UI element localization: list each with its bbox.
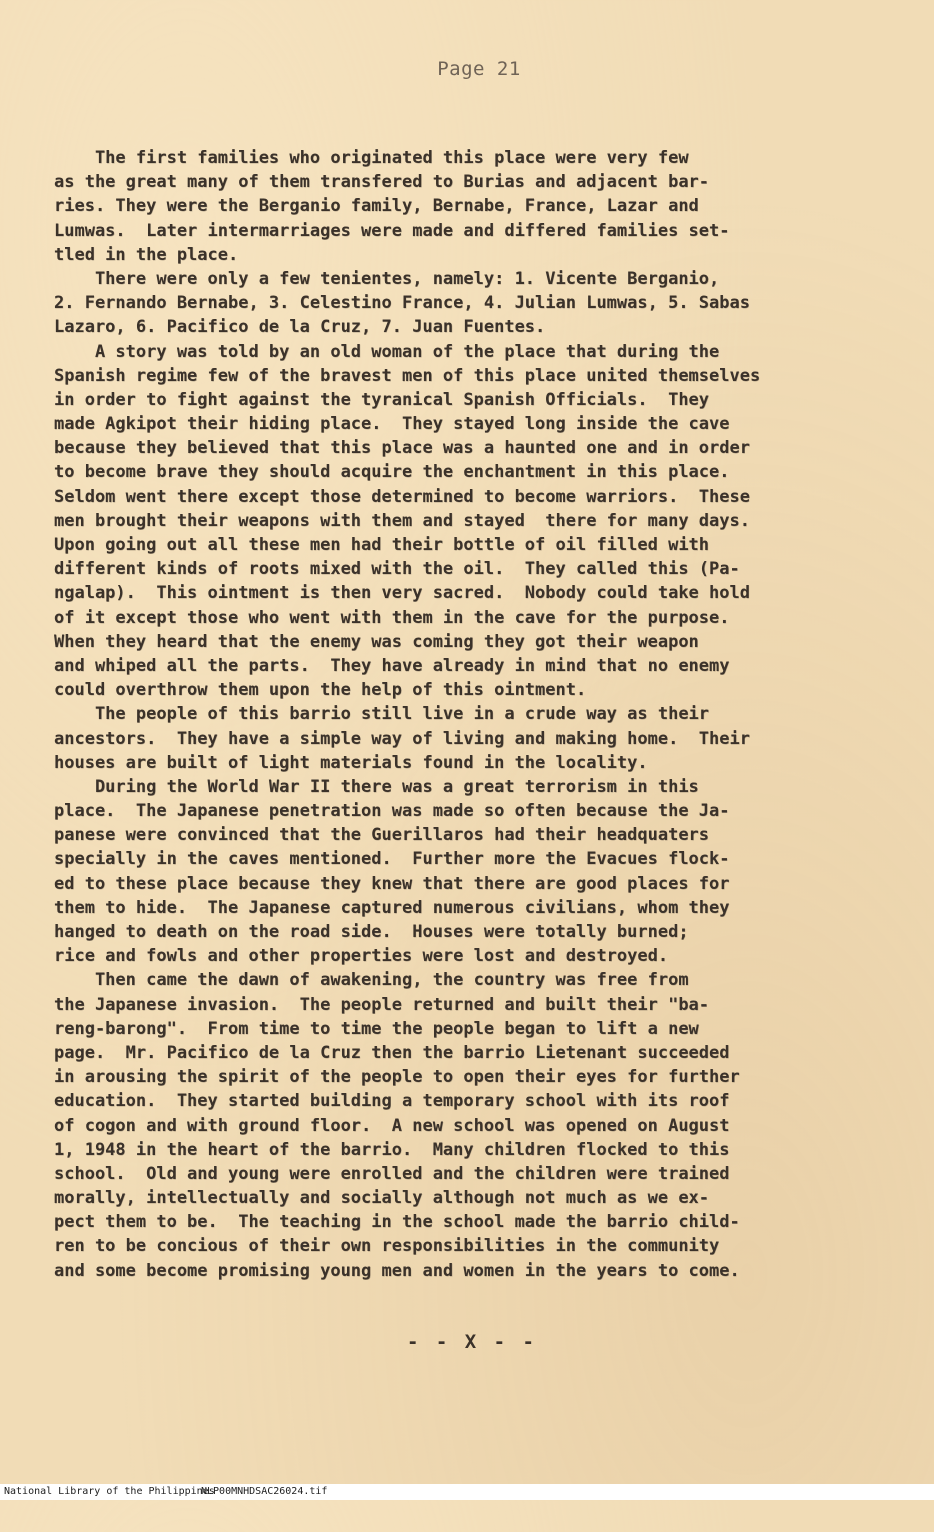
scan-footer bbox=[0, 1484, 934, 1500]
text-line: specially in the caves mentioned. Further more the Evacues flock- bbox=[54, 849, 730, 870]
text-line: rice and fowls and other properties were lost and destroyed. bbox=[54, 946, 669, 967]
text-line: in arousing the spirit of the people to open their eyes for further bbox=[54, 1067, 740, 1088]
text-line: the Japanese invasion. The people returned and built their "ba- bbox=[54, 994, 710, 1015]
text-line: of cogon and with ground floor. A new school was opened on August bbox=[54, 1115, 730, 1136]
text-line: education. They started building a temporary school with its roof bbox=[54, 1091, 730, 1112]
text-line: ren to be concious of their own responsibilities in the community bbox=[54, 1236, 720, 1257]
text-line: Lumwas. Later intermarriages were made and differed families set- bbox=[54, 220, 730, 241]
text-line: tled in the place. bbox=[54, 244, 239, 265]
text-line: There were only a few tenientes, namely: 1. Vicente Berganio, bbox=[54, 268, 720, 289]
text-line: The first families who originated this place were very few bbox=[54, 148, 689, 168]
text-line: Lazaro, 6. Pacifico de la Cruz, 7. Juan Fuentes. bbox=[54, 317, 546, 338]
text-line: The people of this barrio still live in a crude way as their bbox=[54, 704, 710, 725]
text-line: 1, 1948 in the heart of the barrio. Many children flocked to this bbox=[54, 1139, 730, 1160]
text-line: men brought their weapons with them and stayed there for many days. bbox=[54, 510, 750, 531]
typewritten-body bbox=[54, 146, 866, 1283]
text-line: ries. They were the Berganio family, Bernabe, France, Lazar and bbox=[54, 196, 699, 217]
text-line: ngalap). This ointment is then very sacred. Nobody could take hold bbox=[54, 583, 750, 604]
text-line: During the World War II there was a great terrorism in this bbox=[54, 776, 699, 797]
text-line: because they believed that this place was a haunted one and in order bbox=[54, 438, 750, 459]
text-line: in order to fight against the tyranical Spanish Officials. They bbox=[54, 389, 710, 410]
text-line: ancestors. They have a simple way of living and making home. Their bbox=[54, 728, 750, 749]
text-line: to become brave they should acquire the enchantment in this place. bbox=[54, 462, 730, 483]
footer-institution: National Library of the Philippines bbox=[4, 1486, 215, 1497]
text-line: 2. Fernando Bernabe, 3. Celestino France, 4. Julian Lumwas, 5. Sabas bbox=[54, 293, 750, 314]
closing-mark-text: - - X - - bbox=[407, 1331, 537, 1353]
text-line: them to hide. The Japanese captured numerous civilians, whom they bbox=[54, 897, 730, 918]
text-line: hanged to death on the road side. Houses were totally burned; bbox=[54, 922, 689, 942]
text-line: school. Old and young were enrolled and the children were trained bbox=[54, 1163, 730, 1184]
text-line: houses are built of light materials found in the locality. bbox=[54, 752, 648, 773]
text-line: pect them to be. The teaching in the school made the barrio child- bbox=[54, 1212, 740, 1233]
text-line: could overthrow them upon the help of this ointment. bbox=[54, 680, 587, 701]
text-line: panese were convinced that the Guerillaros had their headquaters bbox=[54, 825, 710, 846]
text-line: different kinds of roots mixed with the oil. They called this (Pa- bbox=[54, 559, 740, 580]
text-line: morally, intellectually and socially although not much as we ex- bbox=[54, 1188, 710, 1209]
page-number-label: Page 21 bbox=[437, 58, 521, 80]
text-line: Upon going out all these men had their bottle of oil filled with bbox=[54, 535, 710, 555]
text-line: ed to these place because they knew that there are good places for bbox=[54, 873, 730, 894]
text-line: When they heard that the enemy was coming they got their weapon bbox=[54, 631, 699, 652]
text-line: reng-barong". From time to time the people began to lift a new bbox=[54, 1018, 699, 1039]
text-line: place. The Japanese penetration was made so often because the Ja- bbox=[54, 801, 730, 822]
text-line: A story was told by an old woman of the place that during the bbox=[54, 341, 720, 362]
page-number-header bbox=[0, 58, 934, 80]
text-line: Then came the dawn of awakening, the country was free from bbox=[54, 970, 689, 991]
footer-filename: NLP00MNHDSAC26024.tif bbox=[201, 1486, 328, 1497]
text-line: Seldom went there except those determined to become warriors. These bbox=[54, 486, 750, 507]
text-line: page. Mr. Pacifico de la Cruz then the barrio Lietenant succeeded bbox=[54, 1042, 730, 1063]
text-line: and whiped all the parts. They have already in mind that no enemy bbox=[54, 655, 730, 676]
text-line: and some become promising young men and women in the years to come. bbox=[54, 1260, 740, 1281]
text-line: Spanish regime few of the bravest men of this place united themselves bbox=[54, 365, 761, 386]
text-line: of it except those who went with them in the cave for the purpose. bbox=[54, 607, 730, 628]
bleed-through-shadow bbox=[276, 1286, 876, 1328]
text-line: made Agkipot their hiding place. They stayed long inside the cave bbox=[54, 414, 730, 435]
text-line: as the great many of them transfered to Burias and adjacent bar- bbox=[54, 172, 710, 193]
closing-mark bbox=[0, 1331, 934, 1353]
